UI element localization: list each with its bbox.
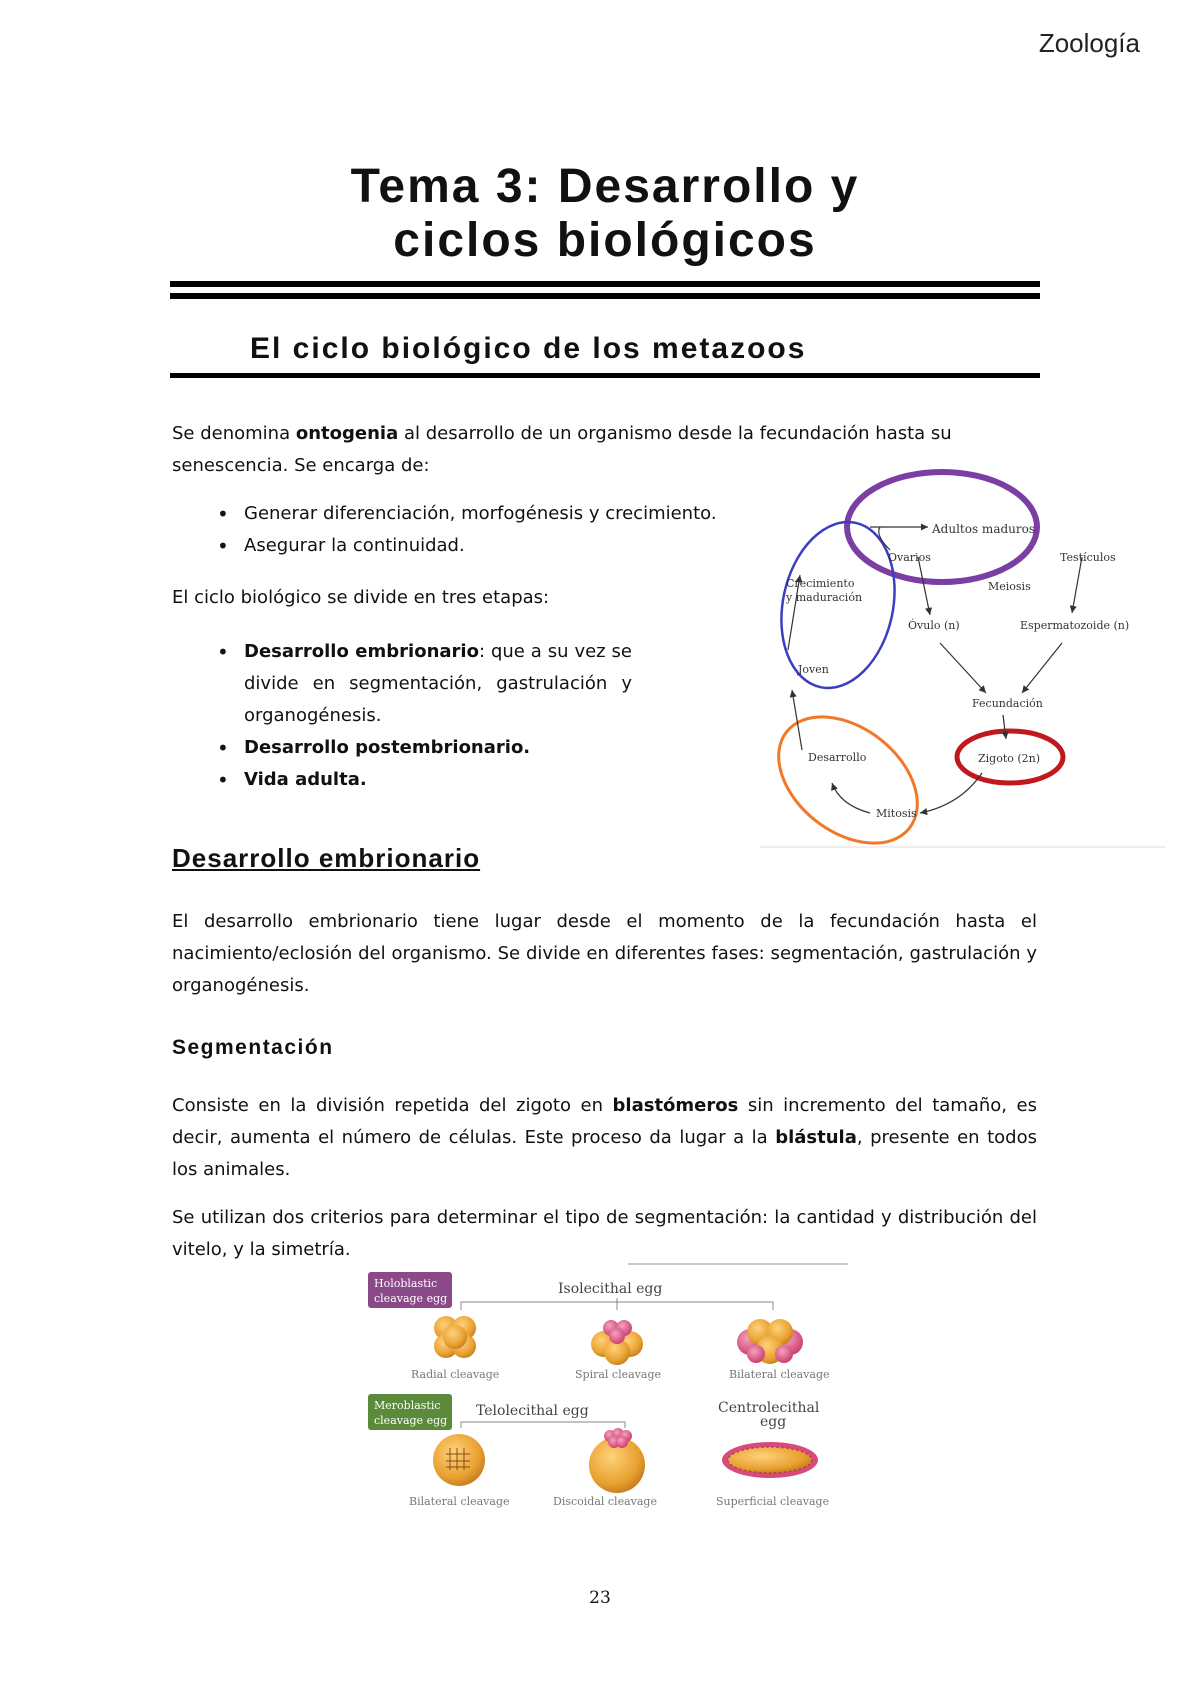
- discoidal-label: Discoidal cleavage: [553, 1495, 657, 1508]
- heading-desarrollo-embrionario: Desarrollo embrionario: [172, 843, 481, 873]
- label-mitosis: Mitosis: [876, 807, 917, 820]
- spiral-label: Spiral cleavage: [575, 1368, 661, 1381]
- list-item: • Vida adulta.: [172, 764, 632, 796]
- discoidal-egg: [589, 1428, 645, 1493]
- growth-circle: [767, 511, 910, 698]
- term-ontogenia: ontogenia: [295, 423, 399, 444]
- term-blastula: blástula: [775, 1127, 857, 1148]
- bracket: [461, 1422, 625, 1428]
- arrow: [920, 773, 982, 813]
- arrow: [918, 557, 930, 615]
- label-desarrollo: Desarrollo: [808, 751, 867, 764]
- arrow: [1003, 715, 1006, 739]
- page-title: [170, 160, 1040, 268]
- title-line-1: Tema 3: Desarrollo y: [350, 160, 860, 213]
- label-espermatozoide: Espermatozoide (n): [1020, 619, 1130, 632]
- bilateral-meroblastic-egg: [433, 1434, 485, 1486]
- centrolecithal-label: Centrolecithal: [718, 1400, 820, 1416]
- label-joven: Joven: [798, 663, 829, 676]
- label-ovulo: Óvulo (n): [908, 619, 960, 632]
- intro-paragraph: Se denomina ontogenia al desarrollo de un organismo desde la fecundación hasta su senescencia. Se encarga de:: [172, 423, 952, 476]
- radial-label: Radial cleavage: [411, 1368, 500, 1381]
- stages-list: [172, 636, 632, 796]
- label-crecimiento: Crecimiento: [786, 577, 855, 590]
- label-testiculos: Testículos: [1060, 551, 1116, 564]
- subtitle-rule: [170, 373, 1040, 378]
- development-circle: [760, 691, 941, 860]
- aims-list: [172, 498, 772, 562]
- list-item: • Desarrollo postembrionario.: [172, 732, 632, 764]
- list-item: • Asegurar la continuidad.: [172, 530, 772, 562]
- arrow: [1072, 557, 1082, 613]
- isolecithal-label: Isolecithal egg: [558, 1281, 663, 1297]
- life-cycle-diagram: [760, 465, 1170, 860]
- section-subtitle: El ciclo biológico de los metazoos: [250, 332, 807, 365]
- title-rule-bottom: [170, 293, 1040, 299]
- bilateral-egg: [737, 1319, 803, 1364]
- stages-intro: El ciclo biológico se divide en tres etapas:: [172, 587, 550, 608]
- radial-egg: [434, 1316, 476, 1358]
- title-line-2: ciclos biológicos: [393, 214, 817, 267]
- superficial-label: Superficial cleavage: [716, 1495, 830, 1508]
- bilateral-label-top: Bilateral cleavage: [729, 1368, 830, 1381]
- svg-text:egg: egg: [760, 1414, 787, 1430]
- spiral-egg: [591, 1320, 643, 1365]
- embryo-paragraph: El desarrollo embrionario tiene lugar desde el momento de la fecundación hasta el nacimiento/eclosión del organismo. Se divide en diferentes fases: segmentación, gastrulación y organogénesis.: [172, 911, 1037, 996]
- label-zigoto: Zigoto (2n): [978, 752, 1041, 765]
- term-blastomeros: blastómeros: [612, 1095, 739, 1116]
- page-number: 23: [589, 1588, 611, 1608]
- cleavage-figure: [368, 1262, 853, 1514]
- telolecithal-label: Telolecithal egg: [476, 1403, 589, 1419]
- label-adultos: Adultos maduros: [932, 522, 1035, 536]
- svg-text:Meroblastic: Meroblastic: [374, 1399, 441, 1412]
- label-maduracion: y maduración: [786, 591, 863, 604]
- list-item: • Desarrollo embrionario: que a su vez se divide en segmentación, gastrulación y organogénesis.: [172, 636, 632, 732]
- bilateral-label-bottom: Bilateral cleavage: [409, 1495, 510, 1508]
- header-label: Zoología: [1038, 28, 1140, 58]
- label-ovarios: Ovarios: [888, 551, 931, 564]
- title-rule-top: [170, 281, 1040, 287]
- svg-text:cleavage egg: cleavage egg: [374, 1414, 448, 1427]
- list-item: • Generar diferenciación, morfogénesis y crecimiento.: [172, 498, 772, 530]
- arrow: [940, 643, 986, 693]
- arrow: [1022, 643, 1062, 693]
- arrow: [832, 783, 870, 813]
- heading-segmentacion: Segmentación: [172, 1036, 334, 1059]
- label-meiosis: Meiosis: [988, 580, 1031, 593]
- segment-paragraph-2: Se utilizan dos criterios para determinar el tipo de segmentación: la cantidad y distribución del vitelo, y la simetría.: [172, 1207, 1037, 1260]
- label-fecundacion: Fecundación: [972, 697, 1043, 710]
- superficial-egg: [722, 1442, 818, 1478]
- svg-text:Holoblastic: Holoblastic: [374, 1277, 438, 1290]
- segment-paragraph-1: Consiste en la división repetida del zigoto en blastómeros sin incremento del tamaño, es decir, aumenta el número de células. Este proceso da lugar a la blástula, presente en todos los animales.: [172, 1095, 1037, 1180]
- svg-text:cleavage egg: cleavage egg: [374, 1292, 448, 1305]
